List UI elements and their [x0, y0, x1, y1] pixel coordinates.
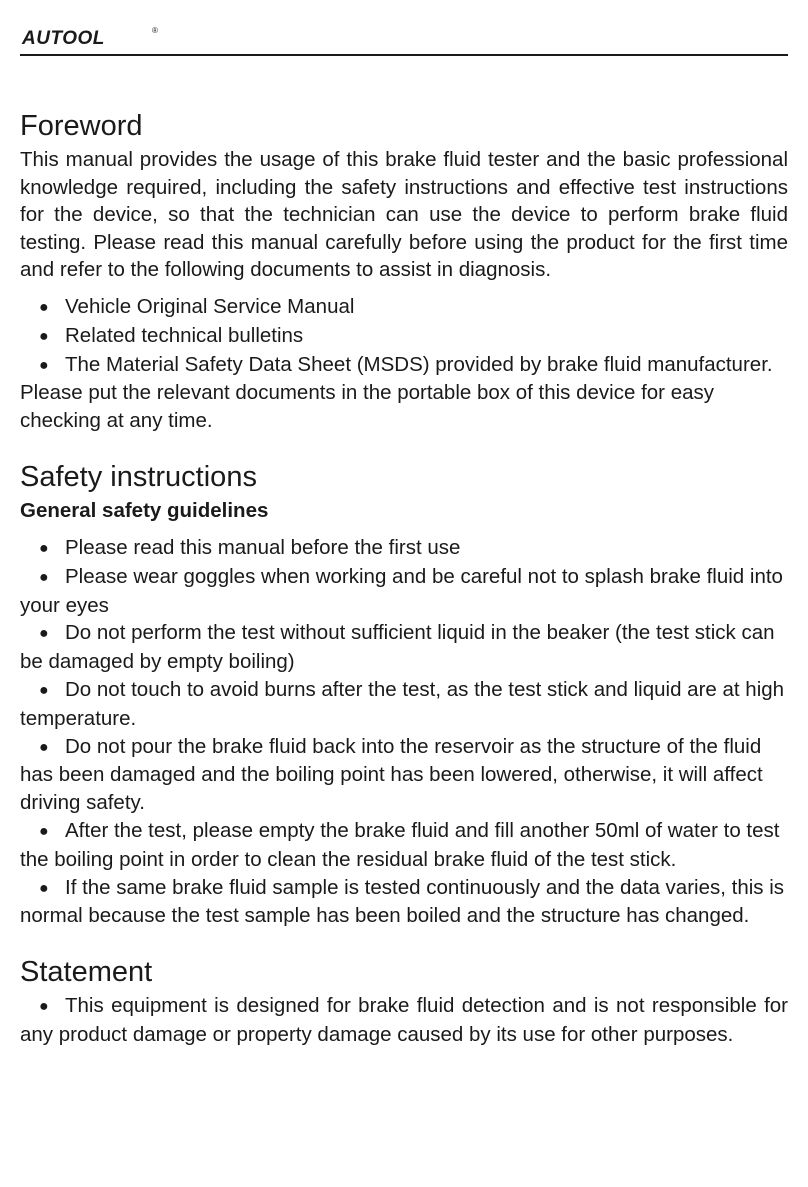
- list-item-text: If the same brake fluid sample is tested continuously and the data varies, this is normal because the test sample has been boiled and the structure has changed.: [20, 875, 785, 928]
- list-item-text: Vehicle Original Service Manual: [65, 294, 355, 318]
- foreword-heading: Foreword: [20, 110, 143, 142]
- list-item-text: Do not perform the test without sufficient liquid in the beaker (the test stick can be damaged by empty boiling): [20, 621, 775, 674]
- list-item: [20, 322, 788, 351]
- bullet-icon: ●: [39, 539, 49, 557]
- list-item-text: This equipment is designed for brake fluid detection and is not responsible for any product damage or property damage caused by its use for other purposes.: [20, 994, 788, 1046]
- list-item-text: Do not touch to avoid burns after the test, as the test stick and liquid are at high temperature.: [20, 677, 785, 730]
- page-content: [20, 106, 788, 1048]
- bullet-icon: ●: [39, 822, 49, 840]
- statement-section: [20, 952, 788, 1048]
- list-item-text: After the test, please empty the brake fluid and fill another 50ml of water to test the boiling point in order to clean the residual brake fluid of the test stick.: [20, 818, 780, 871]
- list-item: [20, 992, 788, 1048]
- list-item: [20, 874, 788, 931]
- bullet-icon: ●: [39, 998, 49, 1016]
- list-item-text: Please wear goggles when working and be careful not to splash brake fluid into your eyes: [20, 564, 783, 617]
- list-item: [20, 534, 788, 563]
- bullet-icon: ●: [39, 738, 49, 756]
- list-item: [20, 619, 788, 676]
- list-item-text: Do not pour the brake fluid back into the reservoir as the structure of the fluid has been damaged and the boiling point has been lowered, otherwise, it will affect driving safety.: [20, 734, 763, 815]
- bullet-icon: ●: [39, 298, 49, 316]
- bullet-icon: ●: [39, 879, 49, 897]
- bullet-icon: ●: [39, 681, 49, 699]
- list-item: [20, 293, 788, 322]
- list-item-text: Please read this manual before the first use: [65, 535, 461, 559]
- safety-guideline-list: [20, 534, 788, 930]
- autool-logo: AUTOOL: [22, 28, 105, 49]
- page-header: [20, 24, 788, 56]
- foreword-paragraph: This manual provides the usage of this brake fluid tester and the basic professional knowledge required, including the safety instructions and effective test instructions for the device, so that the technician can use the device to perform brake fluid testing. Please read this manual carefully before using the product for the first time and refer to the following documents to assist in diagnosis.: [20, 148, 788, 282]
- safety-section: [20, 457, 788, 930]
- list-item: [20, 676, 788, 733]
- bullet-icon: ●: [39, 327, 49, 345]
- foreword-document-list: [20, 293, 788, 435]
- statement-heading: Statement: [20, 956, 153, 989]
- bullet-icon: ●: [39, 625, 49, 643]
- foreword-section: [20, 106, 788, 435]
- list-item-text: Related technical bulletins: [65, 323, 304, 347]
- bullet-icon: ●: [39, 356, 49, 374]
- safety-heading: Safety instructions: [20, 460, 257, 493]
- list-item: [20, 733, 788, 817]
- list-item: [20, 351, 788, 435]
- list-item: [20, 563, 788, 620]
- safety-subheading: General safety guidelines: [20, 498, 269, 522]
- registered-mark: ®: [152, 26, 158, 35]
- list-item: [20, 817, 788, 874]
- list-item-text: The Material Safety Data Sheet (MSDS) provided by brake fluid manufacturer. Please put the relevant documents in the portable box of this device for easy checking at any time.: [20, 352, 773, 433]
- bullet-icon: ●: [39, 568, 49, 586]
